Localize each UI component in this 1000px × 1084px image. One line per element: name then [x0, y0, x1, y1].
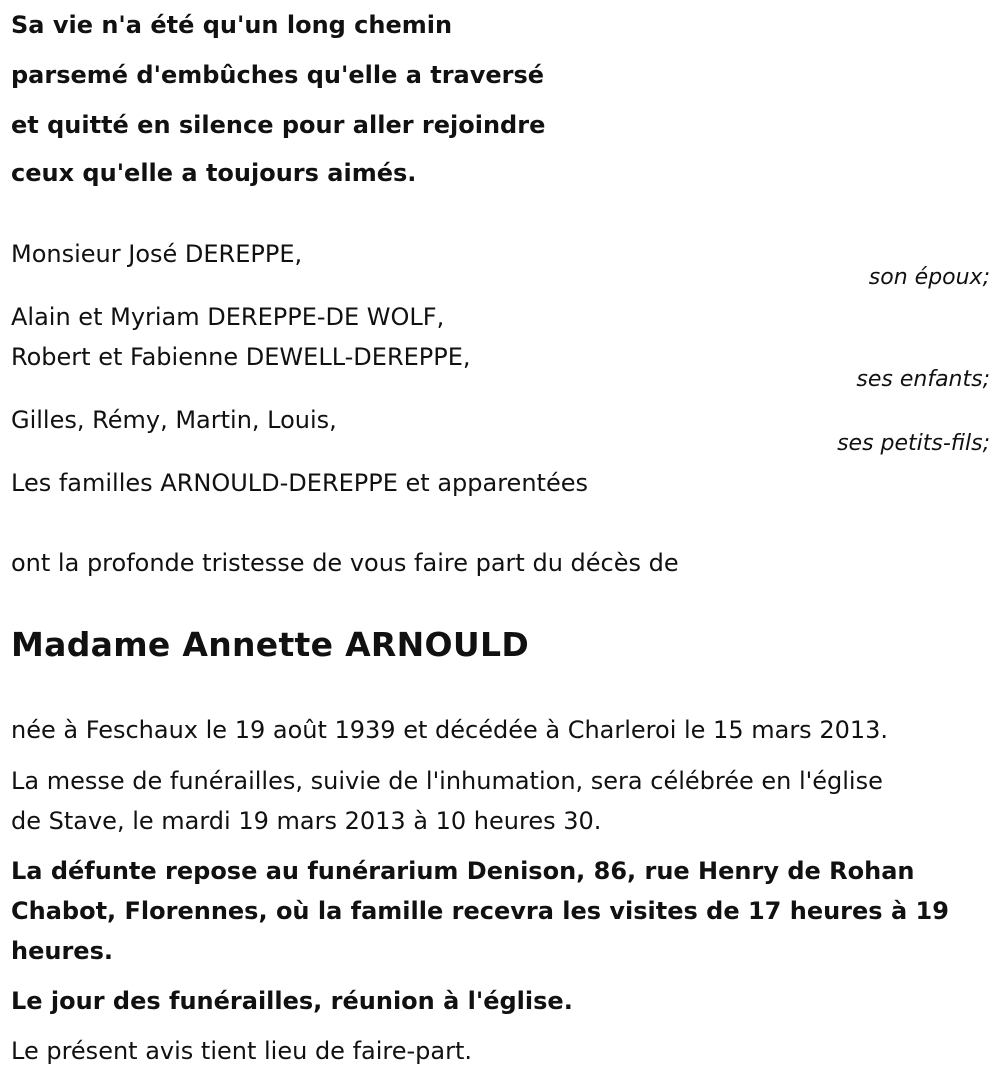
child-1: Alain et Myriam DEREPPE-DE WOLF, [11, 303, 445, 331]
rest-line-2: Chabot, Florennes, où la famille recevra les visites de 17 heures à 19 [11, 897, 949, 925]
poem-line-4: ceux qu'elle a toujours aimés. [11, 159, 417, 187]
rest-line-3: heures. [11, 937, 113, 965]
families-line: Les familles ARNOULD-DEREPPE et apparentées [11, 469, 588, 497]
mass-line-1: La messe de funérailles, suivie de l'inhumation, sera célébrée en l'église [11, 767, 883, 795]
grandchildren-relation: ses petits-fils; [837, 431, 990, 456]
grandchildren: Gilles, Rémy, Martin, Louis, [11, 406, 337, 434]
mass-line-2: de Stave, le mardi 19 mars 2013 à 10 heures 30. [11, 807, 602, 835]
poem-line-3: et quitté en silence pour aller rejoindre [11, 111, 546, 139]
birth-death-line: née à Feschaux le 19 août 1939 et décédée à Charleroi le 15 mars 2013. [11, 716, 889, 744]
rest-line-1: La défunte repose au funérarium Denison, 86, rue Henry de Rohan [11, 857, 915, 885]
poem-line-1: Sa vie n'a été qu'un long chemin [11, 11, 453, 39]
deceased-name: Madame Annette ARNOULD [11, 625, 530, 664]
meeting-line: Le jour des funérailles, réunion à l'église. [11, 987, 573, 1015]
spouse-name: Monsieur José DEREPPE, [11, 240, 303, 268]
spouse-relation: son époux; [868, 265, 990, 290]
announcement: ont la profonde tristesse de vous faire part du décès de [11, 549, 679, 577]
child-2: Robert et Fabienne DEWELL-DEREPPE, [11, 343, 471, 371]
notice-line: Le présent avis tient lieu de faire-part. [11, 1037, 473, 1065]
poem-line-2: parsemé d'embûches qu'elle a traversé [11, 61, 545, 89]
children-relation: ses enfants; [856, 367, 990, 392]
